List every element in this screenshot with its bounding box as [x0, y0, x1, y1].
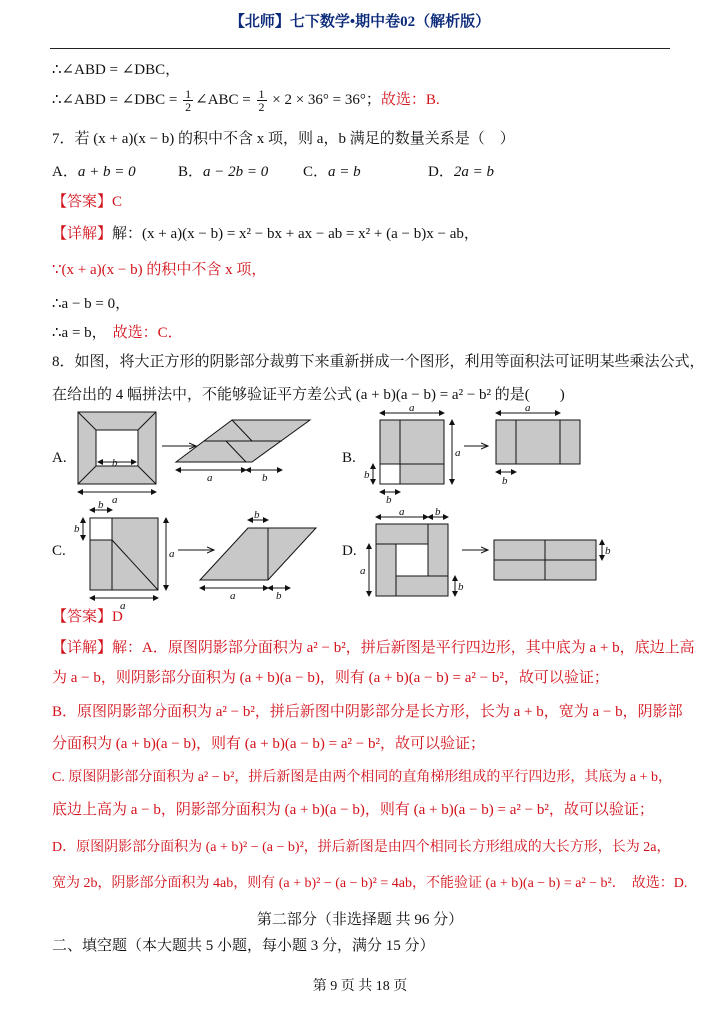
fig-a-label-b: b: [112, 457, 118, 469]
q7-option-a: A．a + b = 0: [52, 164, 136, 180]
fig-b-label-a-top: a: [409, 402, 415, 414]
q8-detail-a1: 【详解】解：A．原图阴影部分面积为 a² − b²，拼后新图是平行四边形，其中底为 a + b，底边上高: [52, 640, 695, 656]
q8-detail-b1: B．原图阴影部分面积为 a² − b²，拼后新图中阴影部分是长方形，长为 a + b，宽为 a − b，阴影部: [52, 704, 683, 720]
q8-detail-b2: 分面积为 (a + b)(a − b)，则有 (a + b)(a − b) = a² − b²，故可以验证；: [52, 736, 486, 752]
fig-a-label-a: a: [112, 494, 118, 506]
fig-c-label-b-top: b: [98, 499, 104, 511]
figure-b-original: [364, 402, 461, 506]
figure-d-original: [360, 506, 464, 596]
figure-b-result: [496, 402, 580, 487]
q8-detail-c1: C. 原图阴影部分面积为 a² − b²，拼后新图是由两个相同的直角梯形组成的平行四边形，其底为 a + b，: [52, 770, 672, 785]
fig-b2-label-a: a: [525, 402, 531, 414]
figure-a-result: [176, 420, 310, 484]
figure-label-a: A.: [52, 450, 67, 466]
fig-b-label-b-bottom: b: [386, 494, 392, 506]
figure-label-c: C.: [52, 543, 66, 559]
figure-d-result: [494, 540, 611, 580]
fill-in-section-heading: 二、填空题（本大题共 5 小题，每小题 3 分，满分 15 分）: [52, 938, 435, 954]
q8-answer: 【答案】D: [52, 609, 123, 625]
figure-c-original: [74, 499, 175, 610]
prev-solution-line-1: ∴∠ABD = ∠DBC，: [52, 62, 181, 78]
part-two-title: 第二部分（非选择题 共 96 分）: [256, 912, 464, 928]
fig-c-label-a-side: a: [169, 548, 175, 560]
q7-detail-4: ∴a = b， 故选：C．: [52, 325, 183, 341]
q7-detail-1: 【详解】解：(x + a)(x − b) = x² − bx + ax − ab = x² + (a − b)x − ab，: [52, 226, 479, 242]
fraction-half: $\frac{1}{2}$: [185, 87, 192, 115]
fig-b-label-b-side: b: [364, 469, 370, 481]
q8-detail-c2: 底边上高为 a − b，阴影部分面积为 (a + b)(a − b)，则有 (a + b)(a − b) = a² − b²，故可以验证；: [52, 802, 654, 818]
page-footer: 第 9 页 共 18 页: [312, 979, 408, 994]
figure-label-d: D.: [342, 543, 357, 559]
figure-a-original: [78, 412, 156, 506]
q8-stem-2: 在给出的 4 幅拼法中，不能够验证平方差公式 (a + b)(a − b) = a² − b² 的是( ): [52, 387, 565, 403]
figure-label-b: B.: [342, 450, 356, 466]
fig-d2-label-b: b: [605, 545, 611, 557]
figure-c-result: [200, 509, 316, 602]
prev-conclusion: 故选：B.: [380, 92, 440, 108]
header-rule: [50, 48, 670, 49]
q8-detail-d2: 宽为 2b，阴影部分面积为 4ab，则有 (a + b)² − (a − b)² = 4ab，不能验证 (a + b)(a − b) = a² − b²． 故选：D.: [52, 876, 688, 891]
q8-stem-1: 8．如图，将大正方形的阴影部分裁剪下来重新拼成一个图形，利用等面积法可证明某些乘法公式，: [52, 354, 705, 370]
fig-b-label-a-side: a: [455, 447, 461, 459]
fig-b2-label-b: b: [502, 475, 508, 487]
q7-answer: 【答案】C: [52, 194, 123, 210]
q7-detail-3: ∴a − b = 0，: [52, 296, 131, 312]
fig-d-label-b-top: b: [435, 506, 441, 518]
q7-detail-2: ∵(x + a)(x − b) 的积中不含 x 项，: [52, 262, 267, 278]
fig-c-label-a-bottom: a: [120, 600, 126, 610]
q7-stem: 7．若 (x + a)(x − b) 的积中不含 x 项，则 a，b 满足的数量关系是（ ）: [52, 131, 515, 147]
fraction-half-2: $\frac{1}{2}$: [258, 87, 265, 115]
page-header: 【北师】七下数学•期中卷02（解析版）: [229, 14, 491, 30]
q8-detail-a2: 为 a − b，则阴影部分面积为 (a + b)(a − b)，则有 (a + b)(a − b) = a² − b²，故可以验证；: [52, 670, 609, 686]
prev-solution-line-2: ∴∠ABD = ∠DBC = $\frac{1}{2}$ ∠ABC = $\frac{1}{2}$ × 2 × 36° = 36°；故选：B.: [52, 87, 440, 115]
fig-a2-label-a: a: [207, 472, 213, 484]
q7-option-c: C．a = b: [303, 164, 361, 180]
fig-c-label-b-side: b: [74, 523, 80, 535]
fig-d-label-b-side: b: [458, 581, 464, 593]
fig-d-label-a-top: a: [399, 506, 405, 518]
fig-c2-label-b-bottom: b: [276, 590, 282, 602]
fig-c2-label-b-top: b: [254, 509, 260, 521]
q7-option-b: B．a − 2b = 0: [178, 164, 269, 180]
q8-detail-d1: D．原图阴影部分面积为 (a + b)² − (a − b)²，拼后新图是由四个相同长方形组成的大长方形，长为 2a，: [52, 840, 671, 855]
fig-a2-label-b: b: [262, 472, 268, 484]
fig-d-label-a-side: a: [360, 565, 366, 577]
fig-c2-label-a: a: [230, 590, 236, 602]
q8-figures: [0, 400, 720, 610]
q7-option-d: D．2a = b: [428, 164, 494, 180]
